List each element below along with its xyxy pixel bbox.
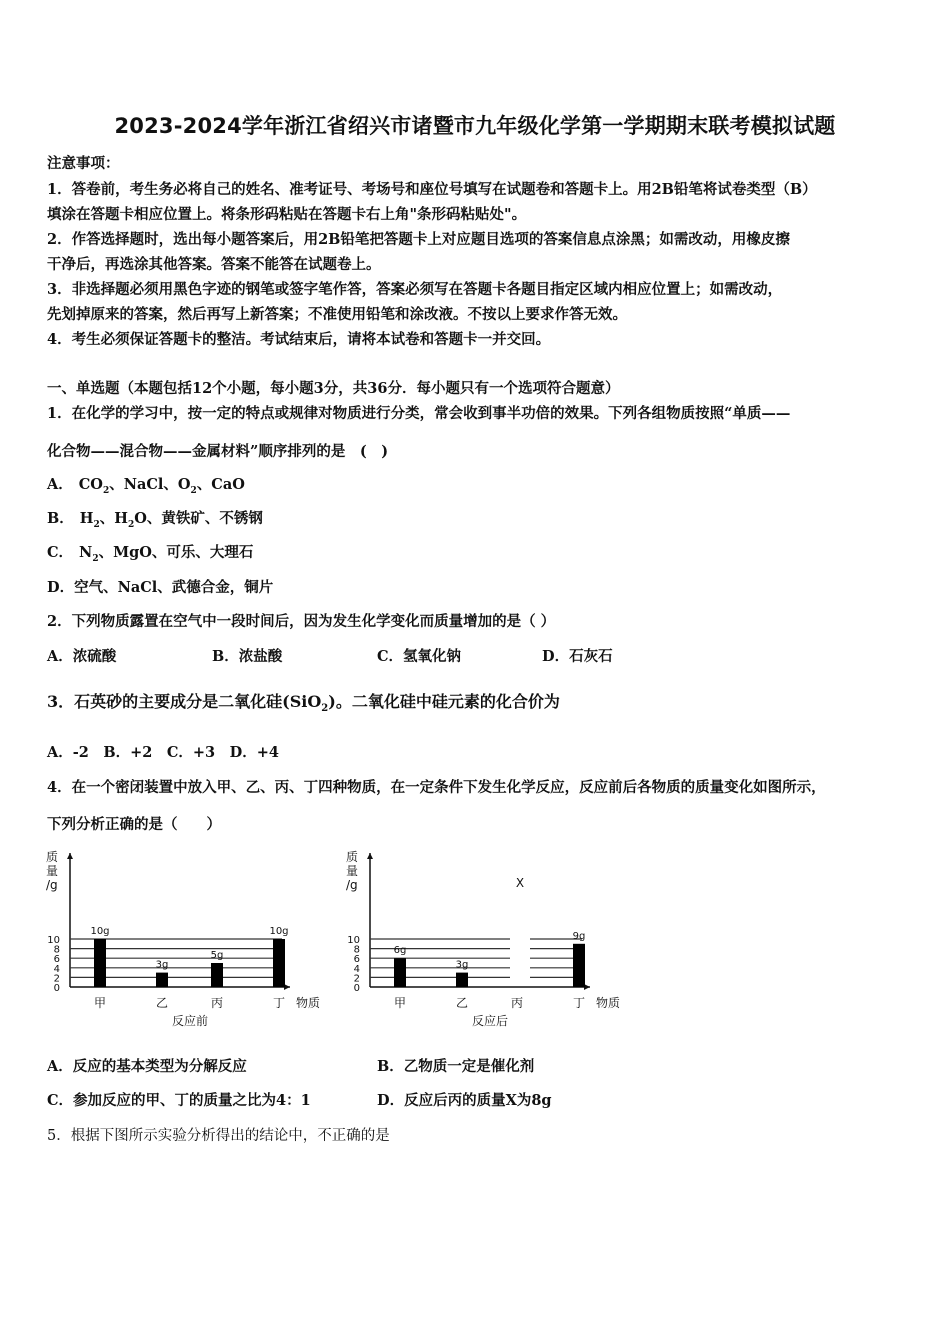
y-axis-label: 量 [346, 864, 359, 878]
y-tick-label: 4 [53, 963, 60, 975]
x-tick-label: 乙 [455, 996, 469, 1010]
y-tick-label: 4 [353, 963, 360, 975]
y-tick-label: 2 [353, 973, 360, 985]
q3-stem [47, 689, 560, 714]
q1-stem: 1．在化学的学习中，按一定的特点或规律对物质进行分类，常会收到事半功倍的效果。下列各组物质按照“单质—— [47, 405, 791, 422]
q3-options: A．-2 B．+2 C．+3 D．+4 [47, 744, 279, 761]
subscript: 2 [190, 485, 197, 496]
subscript: 2 [127, 519, 135, 530]
y-tick-label: 6 [353, 954, 360, 966]
q3-stem-text: )。二氧化硅中硅元素的化合价为 [328, 692, 560, 711]
data-label: 3g [155, 959, 169, 971]
chart-after [340, 845, 640, 1035]
q4-option-d: D．反应后丙的质量X为8g [377, 1092, 552, 1109]
y-tick-label: 2 [53, 973, 60, 985]
notice-line: 干净后，再选涂其他答案。答案不能答在试题卷上。 [47, 256, 381, 273]
option-text: H [79, 510, 94, 527]
option-label: A． [47, 476, 73, 493]
data-label: 10g [90, 926, 110, 937]
chart-title: 反应前 [171, 1014, 209, 1028]
x-tick-label: 丙 [210, 996, 224, 1010]
option-label: B． [47, 510, 74, 527]
q4-option-c: C．参加反应的甲、丁的质量之比为4：1 [47, 1092, 311, 1109]
y-axis-label: 质 [346, 850, 359, 864]
y-axis-label: 量 [46, 864, 59, 878]
q2-option-c: C．氢氧化钠 [377, 648, 462, 665]
chart-before [40, 845, 340, 1035]
bar [273, 939, 285, 987]
bar [94, 939, 106, 987]
y-tick-label: 10 [47, 935, 60, 946]
notice-line: 4．考生必须保证答题卡的整洁。考试结束后，请将本试卷和答题卡一并交回。 [47, 331, 551, 348]
notice-line: 3．非选择题必须用黑色字迹的钢笔或签字笔作答，答案必须写在答题卡各题目指定区域内相应位置上；如需改动， [47, 281, 783, 298]
notice-line: 1．答卷前，考生务必将自己的姓名、准考证号、考场号和座位号填写在试题卷和答题卡上。用2B铅笔将试卷类型（B） [47, 181, 817, 198]
q1-stem: 化合物——混合物——金属材料”顺序排列的是 ( ) [47, 443, 389, 460]
x-axis-label: 物质 [595, 996, 621, 1010]
q3-stem-text: 3．石英砂的主要成分是二氧化硅(SiO [47, 692, 322, 711]
x-tick-label: 丙 [510, 996, 524, 1010]
option-text: 、CaO [196, 476, 245, 493]
x-tick-label: 甲 [93, 996, 107, 1010]
option-text: 、H [99, 510, 128, 527]
y-axis-label: 质 [46, 850, 59, 864]
option-text: 、MgO、可乐、大理石 [98, 544, 254, 561]
q1-option-c [47, 541, 253, 564]
y-axis-label: /g [346, 878, 358, 892]
data-label: 9g [572, 930, 586, 942]
notice-heading: 注意事项： [47, 155, 120, 172]
data-label: 6g [393, 945, 407, 957]
y-tick-label: 0 [353, 983, 360, 994]
subscript: 2 [102, 485, 110, 496]
notice-line: 填涂在答题卡相应位置上。将条形码粘贴在答题卡右上角"条形码粘贴处"。 [47, 206, 527, 223]
gap-mask [510, 875, 530, 985]
y-tick-label: 8 [53, 944, 60, 956]
data-label: 10g [269, 926, 289, 937]
option-text: 、NaCl、O [109, 476, 191, 493]
bar [394, 958, 406, 987]
page-title: 2023-2024学年浙江省绍兴市诸暨市九年级化学第一学期期末联考模拟试题 [114, 114, 836, 138]
x-tick-label: 丁 [272, 996, 286, 1010]
q1-option-d: D．空气、NaCl、武德合金，铜片 [47, 579, 274, 596]
bar [456, 973, 468, 987]
chart-title: 反应后 [471, 1014, 509, 1028]
notice-line: 先划掉原来的答案，然后再写上新答案；不准使用铅笔和涂改液。不按以上要求作答无效。 [47, 306, 627, 323]
option-text: CO [78, 476, 103, 493]
subscript: 2 [92, 553, 99, 564]
subscript: 2 [93, 519, 100, 530]
subscript: 2 [321, 703, 329, 715]
q4-stem: 4．在一个密闭装置中放入甲、乙、丙、丁四种物质，在一定条件下发生化学反应，反应前后各物质的质量变化如图所示， [47, 779, 826, 796]
data-label: X [515, 876, 525, 890]
bar [573, 944, 585, 987]
data-label: 5g [210, 950, 224, 961]
q2-option-b: B．浓盐酸 [212, 648, 283, 665]
option-text: O、黄铁矿、不锈钢 [134, 510, 263, 527]
y-tick-label: 0 [53, 983, 60, 994]
y-axis-label: /g [46, 878, 58, 892]
bar [211, 963, 223, 987]
notice-line: 2．作答选择题时，选出每小题答案后，用2B铅笔把答题卡上对应题目选项的答案信息点涂黑；如需改动，用橡皮擦 [47, 231, 790, 248]
option-label: C． [47, 544, 74, 561]
bar [156, 973, 168, 987]
y-tick-label: 6 [53, 954, 60, 966]
x-axis-label: 物质 [295, 996, 321, 1010]
option-text: N [79, 544, 93, 561]
x-tick-label: 丁 [572, 996, 586, 1010]
q1-option-a [47, 473, 245, 496]
x-tick-label: 乙 [155, 996, 169, 1010]
q5-stem: 5．根据下图所示实验分析得出的结论中，不正确的是 [47, 1128, 390, 1144]
y-axis-arrow [367, 853, 373, 859]
q1-option-b [47, 507, 263, 530]
data-label: 3g [455, 959, 469, 971]
y-tick-label: 10 [347, 935, 360, 946]
q4-stem: 下列分析正确的是（ ） [47, 816, 221, 833]
q4-option-b: B．乙物质一定是催化剂 [377, 1058, 535, 1075]
section-heading: 一、单选题（本题包括12个小题，每小题3分，共36分．每小题只有一个选项符合题意） [47, 380, 620, 397]
y-tick-label: 8 [353, 944, 360, 956]
y-axis-arrow [67, 853, 73, 859]
x-tick-label: 甲 [393, 996, 407, 1010]
q2-stem: 2．下列物质露置在空气中一段时间后，因为发生化学变化而质量增加的是（ ） [47, 613, 556, 630]
q2-option-a: A．浓硫酸 [47, 648, 117, 665]
q2-option-d: D．石灰石 [542, 648, 613, 665]
q4-option-a: A．反应的基本类型为分解反应 [47, 1058, 247, 1075]
